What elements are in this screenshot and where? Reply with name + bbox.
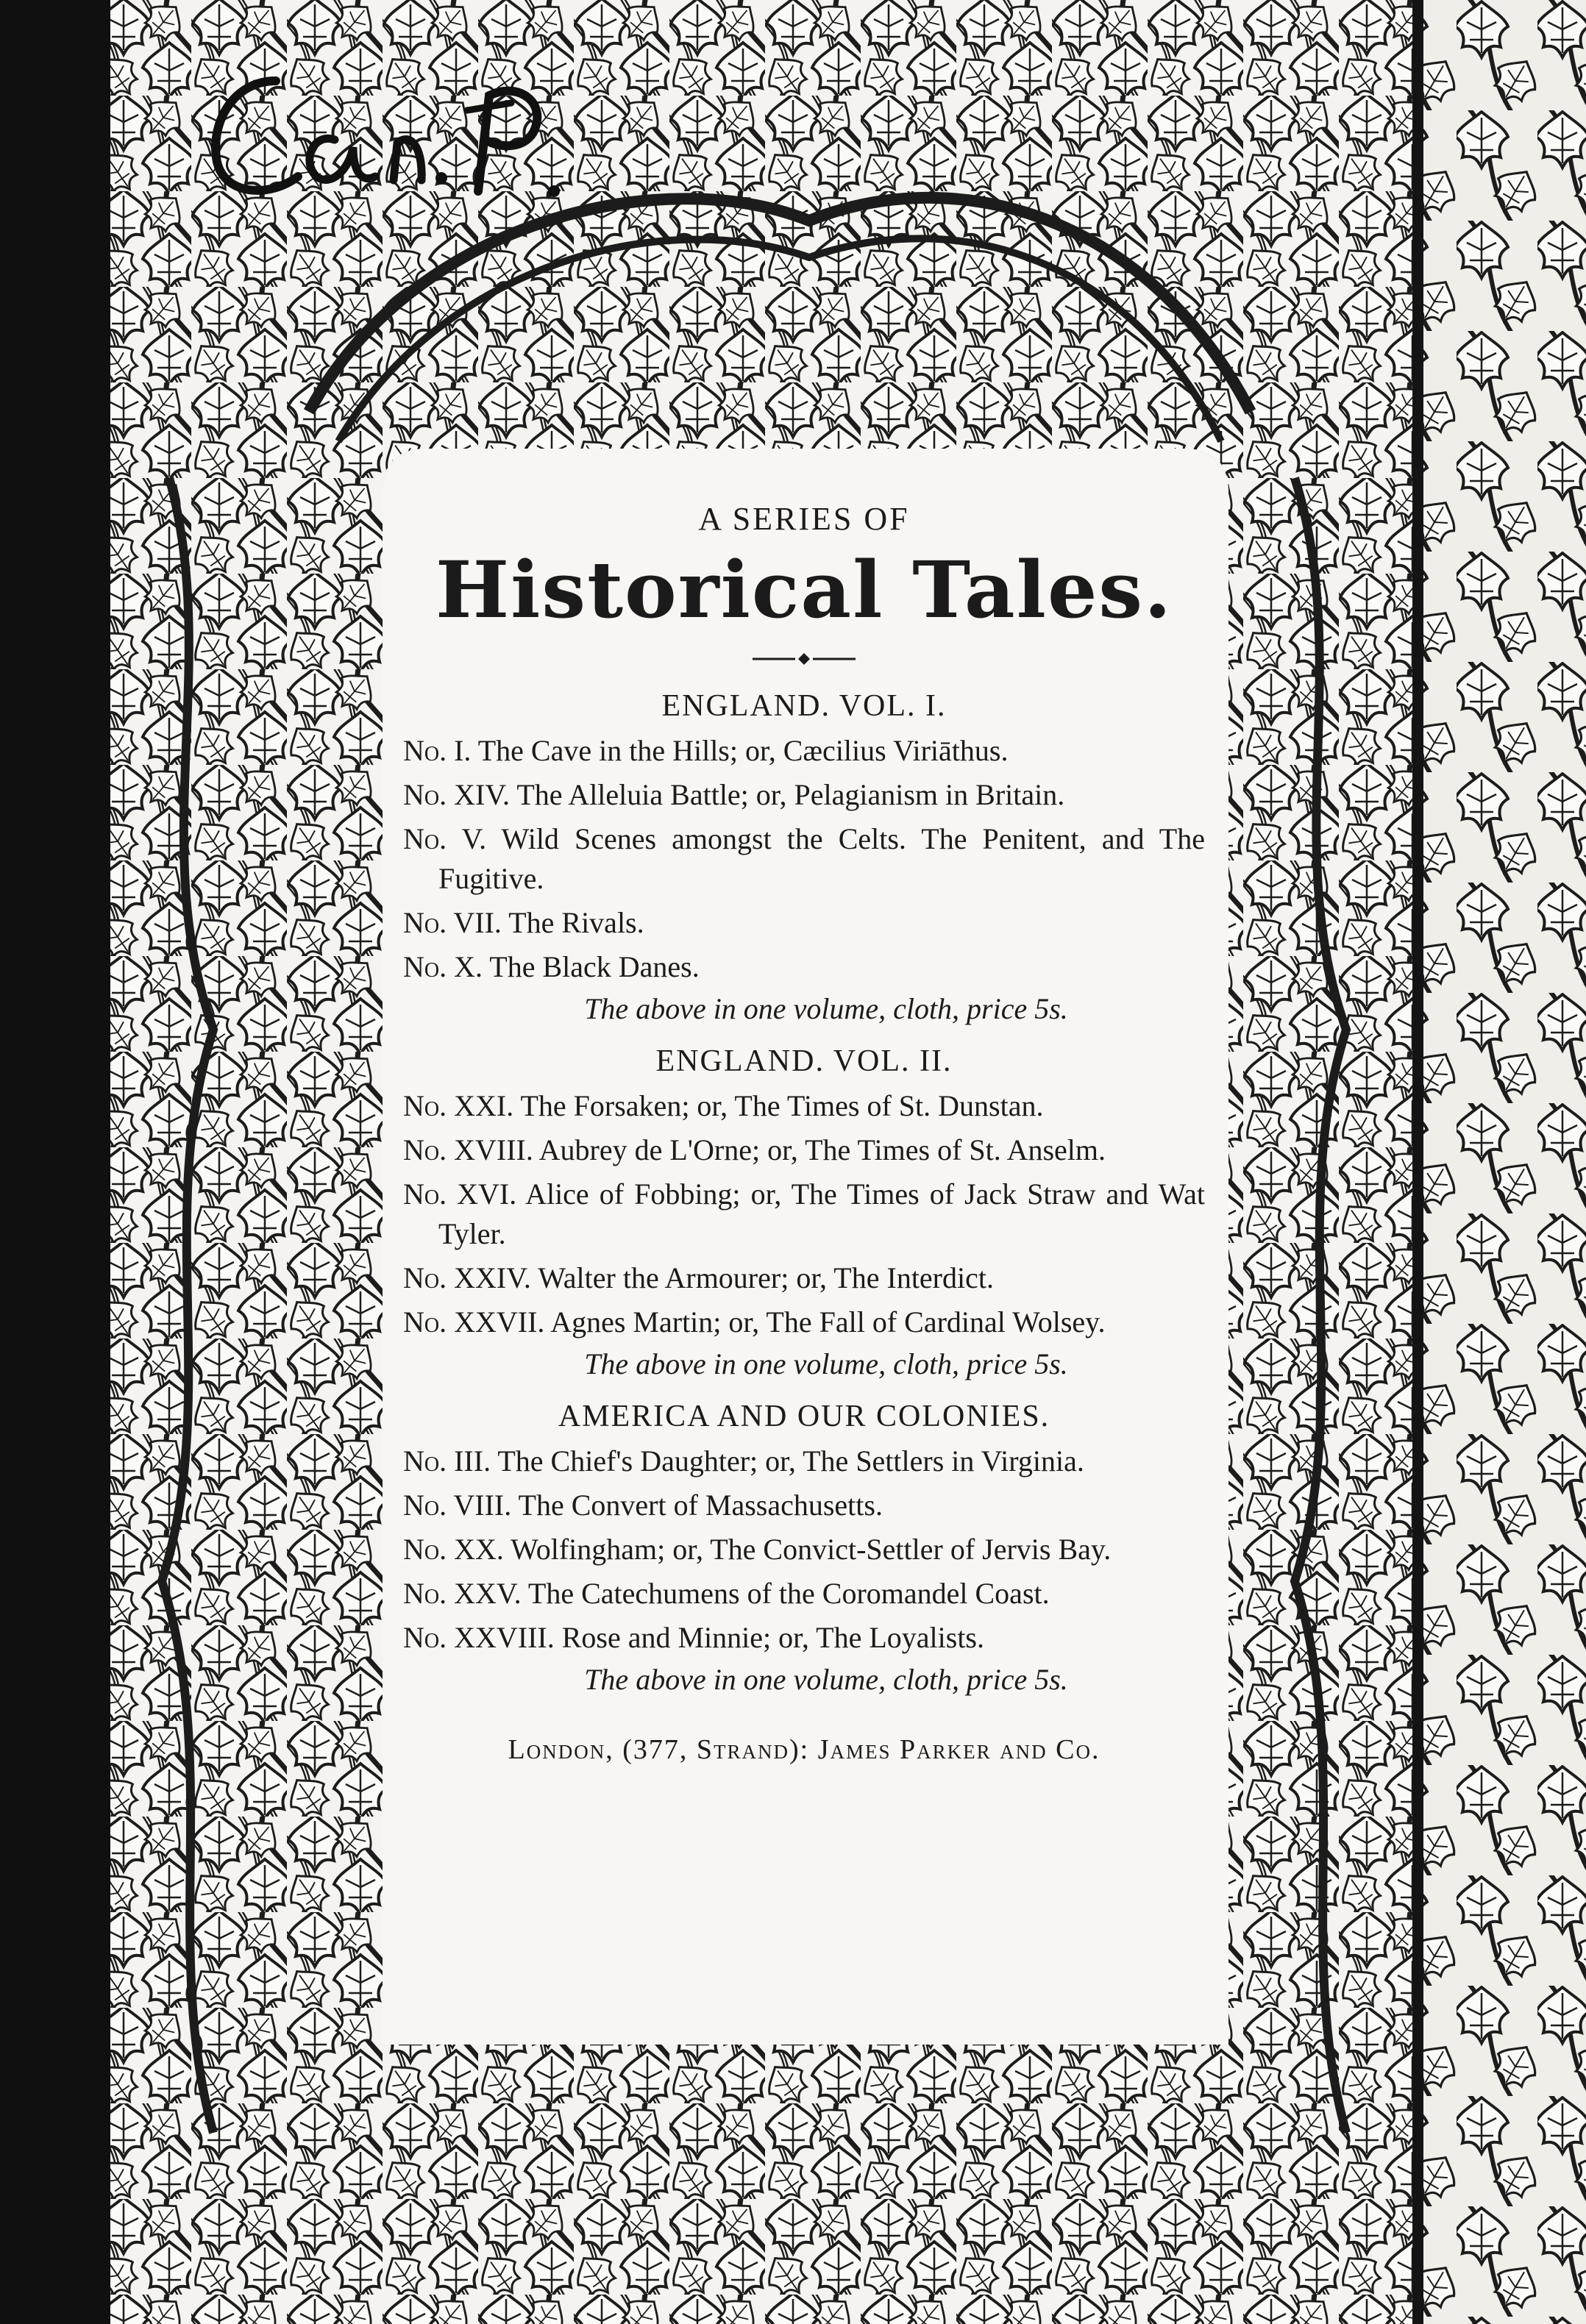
section-heading: AMERICA AND OUR COLONIES.	[558, 1400, 1050, 1433]
list-item	[403, 1258, 1205, 1298]
section-heading: ENGLAND. VOL. II.	[655, 1044, 953, 1078]
entry-number: No. XXI.	[403, 1089, 514, 1122]
list-item	[403, 947, 1205, 987]
entry-number: No. VII.	[403, 906, 502, 939]
entry-title: Wild Scenes amongst the Celts. The Penitent, and The Fugitive.	[438, 822, 1205, 895]
entry-title: The Black Danes.	[489, 950, 700, 983]
list-item	[403, 903, 1205, 943]
publisher-imprint: London, (377, Strand): James Parker and Co.	[508, 1734, 1100, 1765]
list-item	[403, 1618, 1205, 1658]
entry-title: The Alleluia Battle; or, Pelagianism in Britain.	[516, 778, 1065, 811]
catalogue-section	[403, 1044, 1205, 1381]
entry-title: The Chief's Daughter; or, The Settlers in Virginia.	[497, 1444, 1084, 1478]
entry-title: Walter the Armourer; or, The Interdict.	[538, 1261, 994, 1294]
entry-number: No. XXVII.	[403, 1305, 545, 1339]
list-item	[403, 1175, 1205, 1254]
catalogue-content	[403, 500, 1205, 1766]
entry-title: Agnes Martin; or, The Fall of Cardinal Wolsey.	[550, 1305, 1106, 1339]
entry-number: No. XVI.	[403, 1177, 517, 1211]
entry-title: Wolfingham; or, The Convict-Settler of Jervis Bay.	[511, 1533, 1112, 1566]
list-item	[403, 731, 1205, 771]
entry-number: No. XIV.	[403, 778, 511, 811]
catalogue-sections	[403, 688, 1205, 1697]
list-item	[403, 1574, 1205, 1614]
list-item	[403, 1441, 1205, 1481]
list-item	[403, 1486, 1205, 1525]
entry-number: No. I.	[403, 734, 472, 767]
entry-number: No. V.	[403, 822, 487, 855]
entry-title: The Catechumens of the Coromandel Coast.	[527, 1577, 1050, 1610]
list-item	[403, 1130, 1205, 1170]
catalogue-section	[403, 1399, 1205, 1697]
list-item	[403, 1530, 1205, 1569]
entry-title: The Convert of Massachusetts.	[518, 1489, 883, 1522]
entry-title: Aubrey de L'Orne; or, The Times of St. Anselm.	[538, 1133, 1106, 1166]
entry-title: The Cave in the Hills; or, Cæcilius Viriāthus.	[477, 734, 1009, 767]
catalogue-section	[403, 688, 1205, 1026]
entry-number: No. VIII.	[403, 1489, 512, 1522]
list-item	[403, 775, 1205, 815]
entry-title: The Forsaken; or, The Times of St. Dunstan.	[520, 1089, 1044, 1122]
section-heading: ENGLAND. VOL. I.	[661, 689, 947, 723]
divider-ornament-icon	[753, 652, 856, 666]
entry-number: No. III.	[403, 1444, 491, 1478]
price-note: The above in one volume, cloth, price 5s.	[584, 1347, 1068, 1380]
entry-number: No. X.	[403, 950, 483, 983]
entry-number: No. XXIV.	[403, 1261, 531, 1294]
entry-number: No. XVIII.	[403, 1133, 533, 1166]
entry-number: No. XXV.	[403, 1577, 522, 1610]
handwritten-shelfmark	[188, 51, 570, 221]
list-item	[403, 1086, 1205, 1126]
series-label: A SERIES OF	[698, 501, 910, 537]
entry-number: No. XX.	[403, 1533, 504, 1566]
entry-title: The Rivals.	[508, 906, 644, 939]
price-note: The above in one volume, cloth, price 5s.	[584, 992, 1068, 1025]
entry-title: Alice of Fobbing; or, The Times of Jack Straw and Wat Tyler.	[438, 1177, 1205, 1250]
list-item	[403, 819, 1205, 899]
entry-list	[403, 1086, 1205, 1342]
entry-number: No. XXVIII.	[403, 1621, 555, 1654]
page-title: Historical Tales.	[435, 543, 1173, 635]
price-note: The above in one volume, cloth, price 5s.	[584, 1663, 1068, 1696]
entry-list	[403, 731, 1205, 987]
entry-title: Rose and Minnie; or, The Loyalists.	[561, 1621, 984, 1654]
list-item	[403, 1302, 1205, 1342]
entry-list	[403, 1441, 1205, 1658]
